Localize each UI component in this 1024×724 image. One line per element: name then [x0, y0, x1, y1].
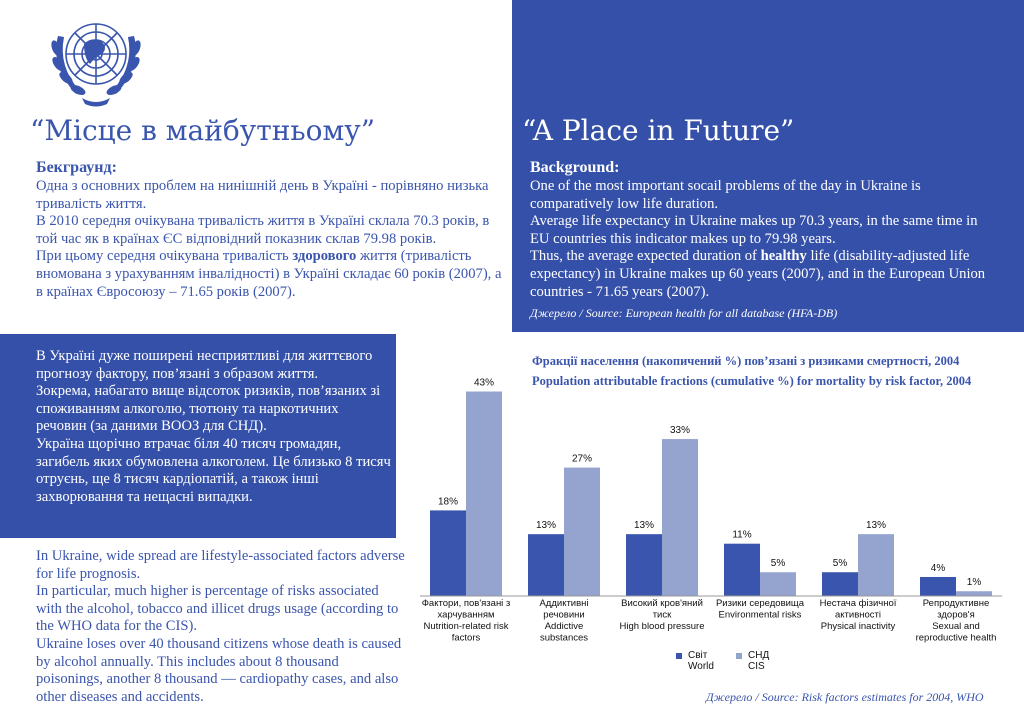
- category-label-1-1: речовини: [543, 609, 585, 621]
- legend-label-1-0: СНД: [748, 650, 770, 661]
- bar-world-5: [920, 577, 956, 596]
- legend-swatch-0: [676, 653, 682, 659]
- data-label-cis-4: 13%: [865, 520, 887, 532]
- background-paragraph-1-uk: Одна з основних проблем на нинішній день в Україні - порівняно низька тривалість життя.: [36, 178, 489, 212]
- data-label-cis-0: 43%: [473, 377, 495, 389]
- data-label-world-0: 18%: [437, 496, 459, 508]
- category-label-1-3: substances: [539, 632, 589, 644]
- category-label-4-0: Нестача фізичної: [819, 598, 897, 609]
- data-label-world-3: 11%: [732, 529, 752, 541]
- bar-world-3: [724, 544, 760, 596]
- bar-cis-3: [760, 572, 796, 596]
- data-label-world-1: 13%: [535, 520, 557, 532]
- chart-title-en: Population attributable fractions (cumulative %) for mortality by risk factor, 2004: [532, 374, 972, 388]
- background-paragraph-3-uk: При цьому середня очікувана тривалість здорового життя (тривалість вномована з урахуванням інвалідності) в Україні складає 60 років (2007), а в країнах Євросоюзу – 71.65 років (2007).: [36, 248, 502, 300]
- source-hfa-db: Джерело / Source: European health for all database (HFA-DB): [530, 306, 838, 320]
- background-heading-en: Background:: [530, 159, 620, 176]
- legend-label-1-1: CIS: [748, 661, 765, 672]
- lifestyle-text-uk: [36, 348, 392, 506]
- category-label-1-2: Addictive: [544, 621, 584, 632]
- background-paragraph-2-en: Average life expectancy in Ukraine makes up 70.3 years, in the same time in EU countries this indicator makes up to 79.98 years.: [530, 213, 978, 247]
- lifestyle-paragraph-1-en: In Ukraine, wide spread are lifestyle-associated factors adverse for life prognosis.: [36, 548, 405, 582]
- background-paragraph-2-uk: В 2010 середня очікувана тривалість життя в Україні склала 70.3 років, в той час як в країнах ЄС відповідний показник склав 79.98 років.: [36, 213, 490, 247]
- background-ukrainian: [36, 158, 506, 301]
- risk-factor-bar-chart: [410, 366, 1010, 686]
- category-label-0-0: Фактори, пов'язані з: [421, 598, 511, 609]
- category-label-2-2: High blood pressure: [619, 621, 705, 632]
- lifestyle-paragraph-3-en: Ukraine loses over 40 thousand citizens whose death is caused by alcohol annually. This includes about 8 thousand poisonings, another 8 thousand — cardiopathy cases, and also other diseases and accidents.: [36, 635, 402, 705]
- data-label-world-5: 4%: [930, 562, 946, 574]
- bar-cis-2: [662, 439, 698, 596]
- lifestyle-paragraph-1-uk: В Україні дуже поширені несприятливі для життєвого прогнозу фактору, пов’язані з образом життя.: [36, 348, 373, 382]
- category-label-5-1: здоров'я: [937, 609, 975, 621]
- category-label-2-1: тиск: [652, 609, 672, 621]
- legend-label-0-0: Світ: [688, 650, 708, 661]
- category-label-0-3: factors: [451, 632, 481, 644]
- data-label-world-2: 13%: [633, 520, 655, 532]
- lifestyle-text-en: [36, 548, 408, 706]
- lifestyle-paragraph-2-uk: Зокрема, набагато вище відсоток ризиків, пов’язаних зі споживанням алкоголю, тютюну та наркотичних речовин (за даними ВООЗ для СНД).: [36, 383, 381, 435]
- category-label-1-0: Аддиктивні: [539, 598, 589, 609]
- bar-world-4: [822, 572, 858, 596]
- category-label-2-0: Високий кров'яний: [621, 598, 703, 609]
- category-label-3-1: Environmental risks: [718, 609, 802, 621]
- category-label-5-0: Репродуктивне: [922, 598, 990, 609]
- category-label-5-2: Sexual and: [932, 621, 980, 632]
- data-label-cis-5: 1%: [966, 577, 982, 589]
- lifestyle-paragraph-2-en: In particular, much higher is percentage of risks associated with the alcohol, tobacco and illicet drugs usage (according to the WHO data for the CIS).: [36, 583, 399, 635]
- category-label-0-1: харчуванням: [437, 609, 495, 621]
- data-label-cis-1: 27%: [571, 453, 593, 465]
- chart-title-uk: Фракції населення (накопичений %) пов’язані з ризиками смертності, 2004: [532, 354, 960, 368]
- bar-cis-0: [466, 392, 502, 596]
- background-heading-uk: Бекграунд:: [36, 159, 117, 176]
- legend-swatch-1: [736, 653, 742, 659]
- title-ukrainian: “Місце в майбутньому”: [30, 114, 376, 147]
- emphasis-healthy-en: healthy: [760, 248, 807, 265]
- category-label-4-2: Physical inactivity: [820, 621, 896, 632]
- title-english: “A Place in Future”: [522, 114, 795, 147]
- bar-world-0: [430, 510, 466, 596]
- background-paragraph-1-en: One of the most important socail problems of the day in Ukraine is comparatively low life duration.: [530, 178, 921, 212]
- source-who: Джерело / Source: Risk factors estimates for 2004, WHO: [706, 690, 984, 704]
- lifestyle-paragraph-3-uk: Україна щорічно втрачає біля 40 тисяч громадян, загибель яких обумовлена алкоголем. Це близько 8 тисяч отруєнь, ще 8 тисяч кардіопатій, а також інші захворювання та нещасні випадки.: [36, 435, 391, 505]
- background-english: [530, 158, 1000, 301]
- data-label-world-4: 5%: [832, 558, 848, 570]
- category-label-4-1: активності: [835, 609, 881, 621]
- data-label-cis-3: 5%: [770, 558, 786, 570]
- bar-world-2: [626, 534, 662, 596]
- bar-cis-5: [956, 591, 992, 596]
- background-paragraph-3-en: Thus, the average expected duration of healthy life (disability-adjusted life expectancy) in Ukraine makes up 60 years (2007), and in the European Union countries - 71.65 years (2007).: [530, 248, 986, 300]
- category-label-5-3: reproductive health: [915, 632, 997, 644]
- un-emblem-icon: [36, 6, 156, 116]
- category-label-3-0: Ризики середовища: [715, 598, 805, 609]
- emphasis-healthy-uk: здорового: [292, 248, 357, 265]
- data-label-cis-2: 33%: [669, 425, 691, 437]
- bar-cis-1: [564, 468, 600, 596]
- category-label-0-2: Nutrition-related risk: [423, 621, 509, 632]
- bar-world-1: [528, 534, 564, 596]
- bar-cis-4: [858, 534, 894, 596]
- legend-label-0-1: World: [688, 661, 714, 672]
